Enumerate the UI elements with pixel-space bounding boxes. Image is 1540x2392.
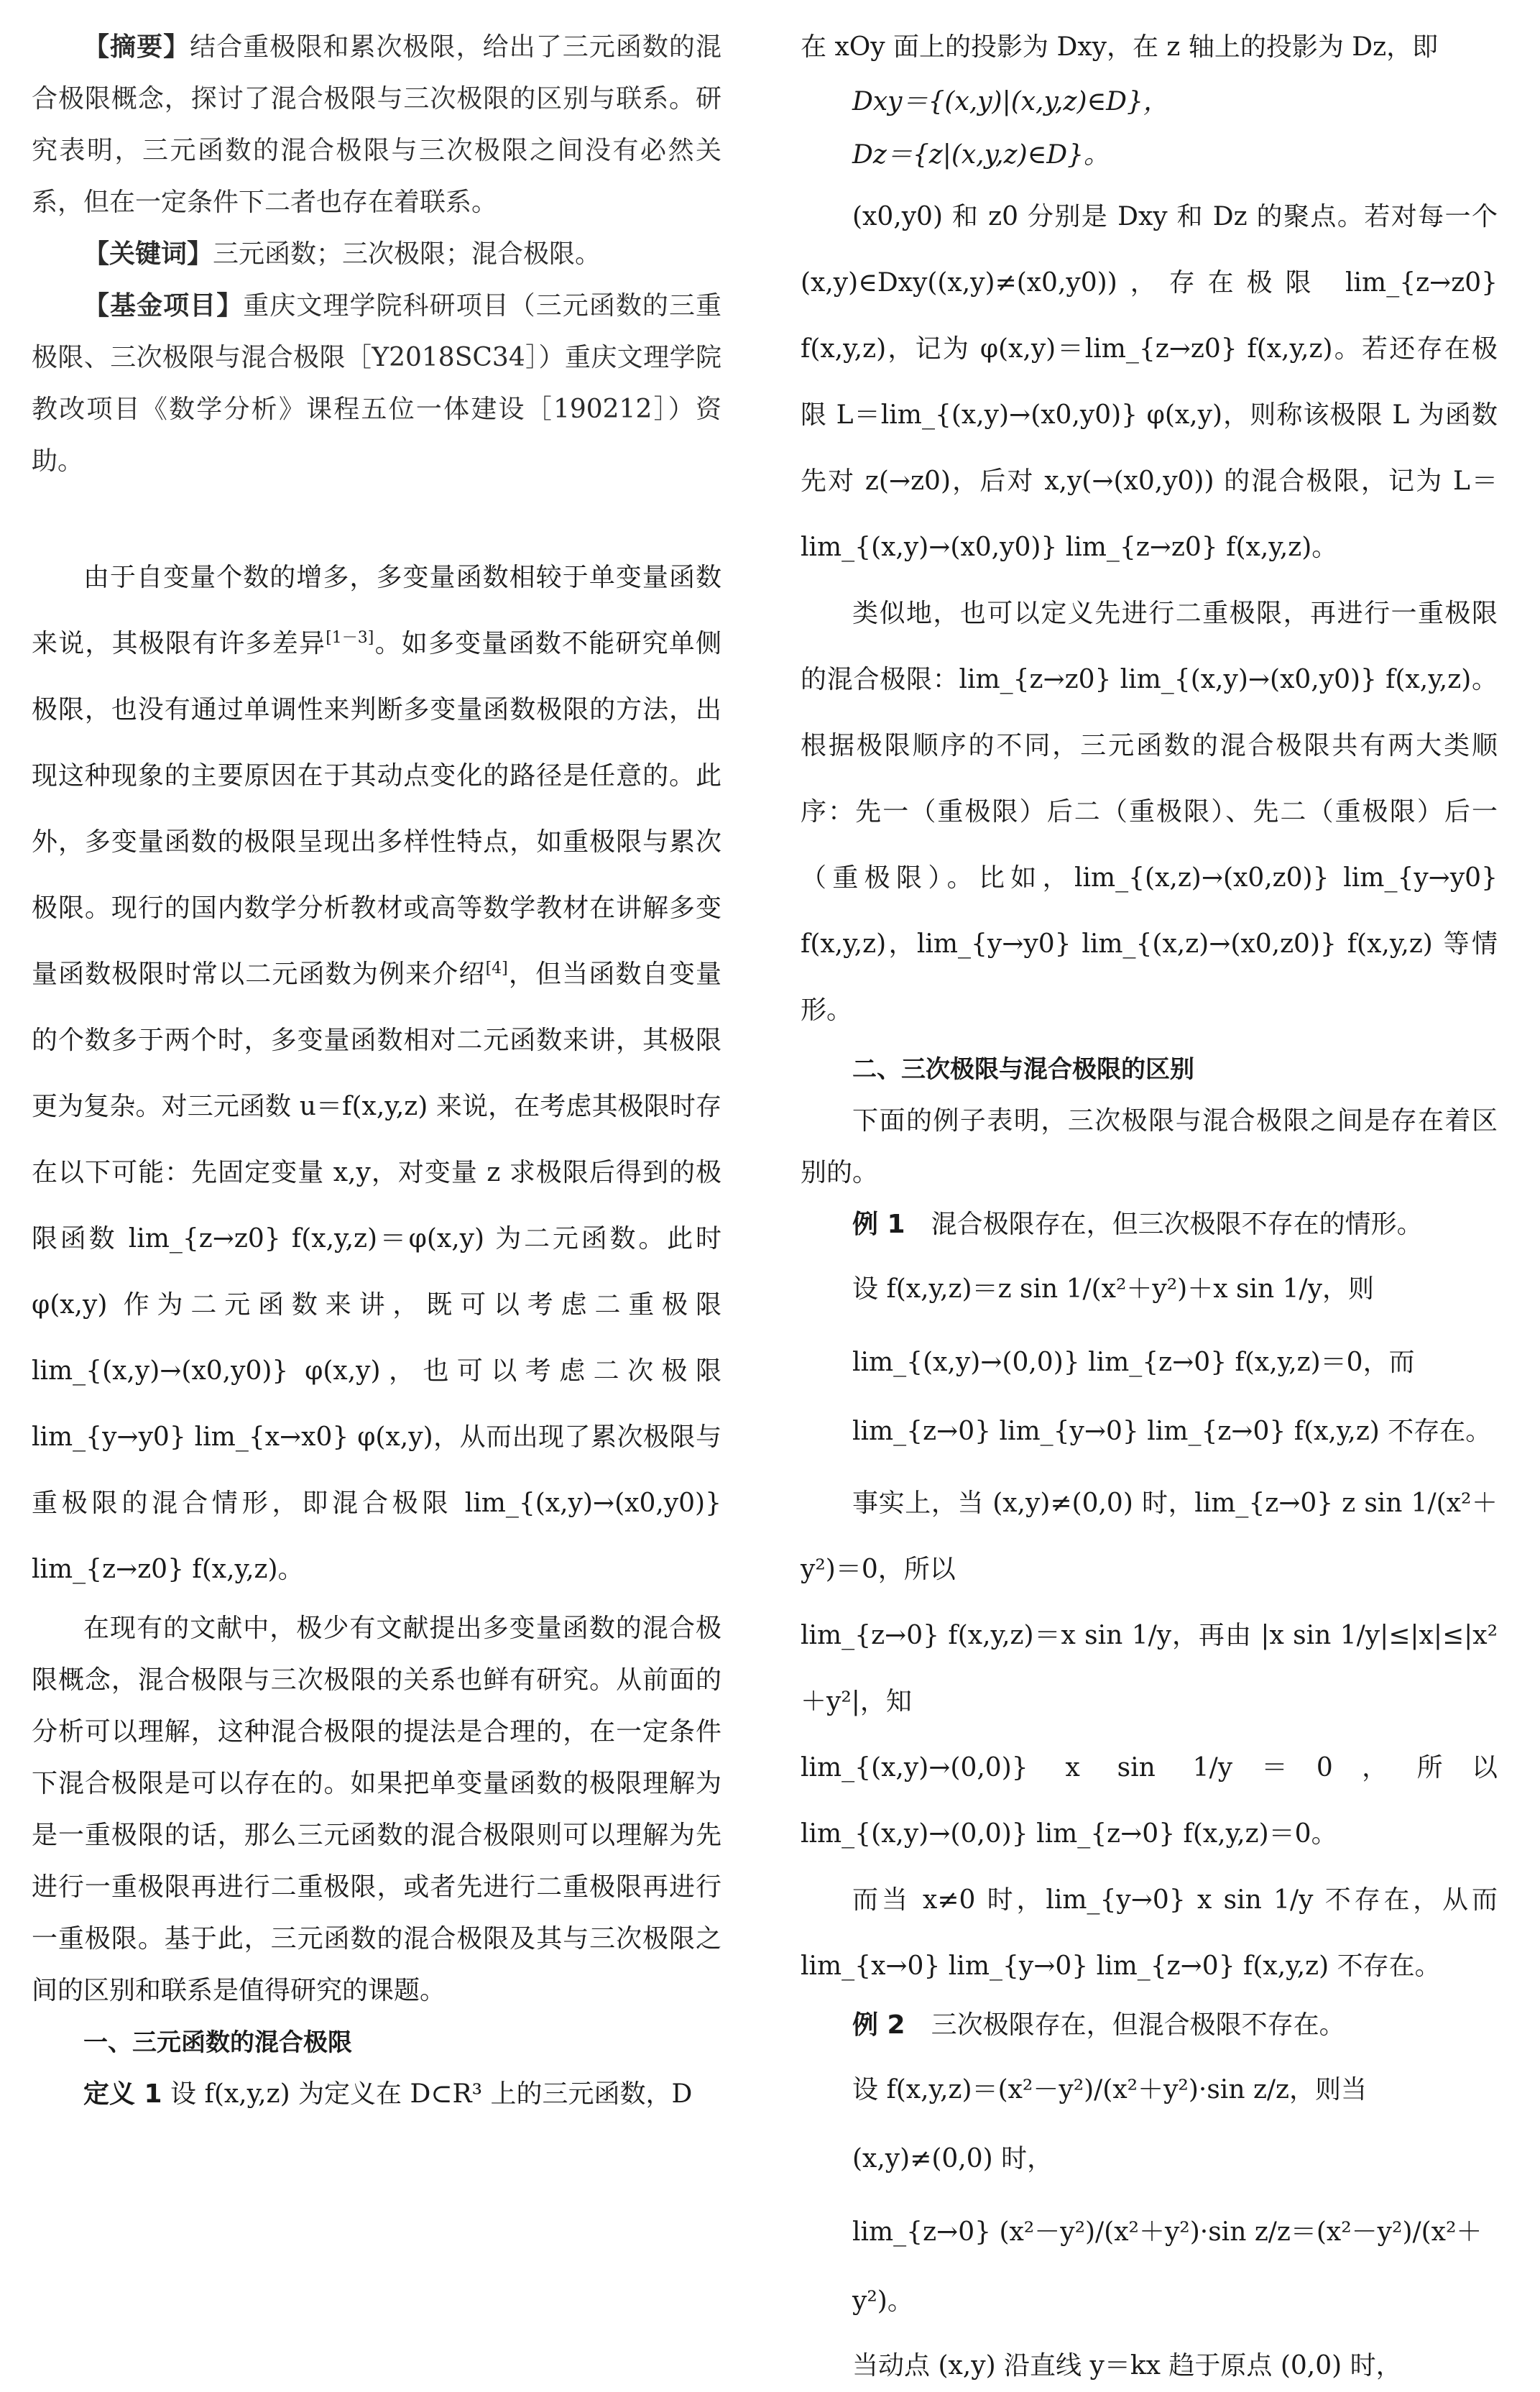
example-1-proof-d: 而当 x≠0 时，lim_{y→0} x sin 1/y 不存在，从而 lim_{x→0} lim_{y→0} lim_{z→0} f(x,y,z) 不存在。 bbox=[801, 1885, 1498, 1981]
right-column bbox=[801, 22, 1498, 2380]
abstract-label: 【摘要】 bbox=[83, 32, 190, 62]
abstract bbox=[32, 22, 721, 229]
intro-text-b: 。如多变量函数不能研究单侧极限，也没有通过单调性来判断多变量函数极限的方法，出现这种现象的主要原因在于其动点变化的路径是任意的。此外，多变量函数的极限呈现出多样性特点，如重极限与累次极限。现行的国内数学分析教材或高等数学教材在讲解多变量函数极限时常以二元函数为例来介绍 bbox=[32, 629, 721, 989]
definition-1-label: 定义 1 bbox=[83, 2079, 162, 2109]
left-column bbox=[32, 22, 721, 2109]
definition-continued: (x0,y0) 和 z0 分别是 Dxy 和 Dz 的聚点。若对每一个 (x,y)∈Dxy((x,y)≠(x0,y0))，存在极限 lim_{z→z0} f(x,y,z)，记为 φ(x,y)＝lim_{z→z0} f(x,y,z)。若还存在极限 L＝lim_{(x,y)→(x0,y0)} φ(x,y)，则称该极限 L 为函数先对 z(→z0)，后对 x,y(→(x0,y0)) 的混合极限，记为 L＝lim_{(x,y)→(x0,y0)} lim_{z→z0} f(x,y,z)。 bbox=[801, 202, 1498, 562]
example-2-label: 例 2 bbox=[852, 2010, 905, 2040]
abstract-text: 结合重极限和累次极限，给出了三元函数的混合极限概念，探讨了混合极限与三次极限的区别与联系。研究表明，三元函数的混合极限与三次极限之间没有必然关系，但在一定条件下二者也存在着联系。 bbox=[32, 32, 721, 217]
formula-dxy: Dxy＝{(x,y)|(x,y,z)∈D}， bbox=[852, 87, 1169, 116]
citation-4: [4] bbox=[485, 960, 508, 978]
keywords bbox=[32, 229, 721, 280]
motivation-paragraph: 在现有的文献中，极少有文献提出多变量函数的混合极限概念，混合极限与三次极限的关系也鲜有研究。从前面的分析可以理解，这种混合极限的提法是合理的，在一定条件下混合极限是可以存在的。如果把单变量函数的极限理解为是一重极限的话，那么三元函数的混合极限则可以理解为先进行一重极限再进行二重极限，或者先进行二重极限再进行一重极限。基于此，三元函数的混合极限及其与三次极限之间的区别和联系是值得研究的课题。 bbox=[32, 1614, 721, 2005]
example-2-limit: lim_{z→0} (x²－y²)/(x²＋y²)·sin z/z＝(x²－y²)/(x²＋y²)。 bbox=[852, 2217, 1483, 2316]
example-2-function: 设 f(x,y,z)＝(x²－y²)/(x²＋y²)·sin z/z，则当 (x,y)≠(0,0) 时， bbox=[852, 2075, 1368, 2174]
fund bbox=[32, 280, 721, 487]
projection-sentence: 在 xOy 面上的投影为 Dxy，在 z 轴上的投影为 Dz，即 bbox=[801, 32, 1439, 62]
section-heading-1: 一、三元函数的混合极限 bbox=[83, 2028, 352, 2057]
citation-1-3: [1－3] bbox=[326, 629, 374, 647]
example-1-text: 混合极限存在，但三次极限不存在的情形。 bbox=[931, 1210, 1423, 1239]
keywords-label: 【关键词】 bbox=[83, 239, 213, 269]
intro-text-c: ，但当函数自变量的个数多于两个时，多变量函数相对二元函数来讲，其极限更为复杂。对三元函数 u＝f(x,y,z) 来说，在考虑其极限时存在以下可能：先固定变量 x,y，对变量 z 求极限后得到的极限函数 lim_{z→z0} f(x,y,z)＝φ(x,y) 为二元函数。此时 φ(x,y) 作为二元函数来讲，既可以考虑二重极限 lim_{(x,y)→(x0,y0)} φ(x,y)，也可以考虑二次极限 lim_{y→y0} lim_{x→x0} φ(x,y)，从而出现了累次极限与重极限的混合情形，即混合极限 lim_{(x,y)→(x0,y0)} lim_{z→z0} f(x,y,z)。 bbox=[32, 960, 721, 1584]
example-1-proof-c: lim_{(x,y)→(0,0)} x sin 1/y＝0，所以 lim_{(x,y)→(0,0)} lim_{z→0} f(x,y,z)＝0。 bbox=[801, 1753, 1498, 1849]
definition-1 bbox=[32, 2069, 721, 2120]
example-2 bbox=[801, 2000, 1498, 2051]
intro-paragraph bbox=[32, 545, 721, 1603]
keywords-text: 三元函数；三次极限；混合极限。 bbox=[213, 239, 601, 269]
fund-text: 重庆文理学院科研项目（三元函数的三重极限、三次极限与混合极限［Y2018SC34］）重庆文理学院教改项目《数学分析》课程五位一体建设［190212］）资助。 bbox=[32, 291, 721, 476]
example-1-proof-a: 事实上，当 (x,y)≠(0,0) 时，lim_{z→0} z sin 1/(x²＋y²)＝0，所以 bbox=[801, 1489, 1498, 1584]
example-1-label: 例 1 bbox=[852, 1210, 905, 1239]
section-heading-2: 二、三次极限与混合极限的区别 bbox=[852, 1055, 1194, 1084]
section-2-intro: 下面的例子表明，三次极限与混合极限之间是存在着区别的。 bbox=[801, 1106, 1498, 1187]
example-1 bbox=[801, 1199, 1498, 1251]
example-1-proof-b: lim_{z→0} f(x,y,z)＝x sin 1/y，再由 |x sin 1/y|≤|x|≤|x²＋y²|，知 bbox=[801, 1621, 1498, 1716]
intro-text-a: 由于自变量个数的增多，多变量函数相较于单变量函数来说，其极限有许多差异 bbox=[32, 563, 721, 658]
front-matter bbox=[32, 22, 721, 487]
example-1-function: 设 f(x,y,z)＝z sin 1/(x²＋y²)＋x sin 1/y，则 bbox=[852, 1274, 1374, 1304]
example-2-text: 三次极限存在，但混合极限不存在。 bbox=[931, 2010, 1345, 2040]
example-2-path: 当动点 (x,y) 沿直线 y＝kx 趋于原点 (0,0) 时， bbox=[852, 2351, 1402, 2380]
fund-label: 【基金项目】 bbox=[83, 291, 244, 321]
example-1-claim: lim_{(x,y)→(0,0)} lim_{z→0} f(x,y,z)＝0，而 lim_{z→0} lim_{y→0} lim_{z→0} f(x,y,z) 不存在。 bbox=[852, 1348, 1492, 1446]
definition-1-text: 设 f(x,y,z) 为定义在 D⊂R³ 上的三元函数，D bbox=[170, 2079, 693, 2109]
similar-definition: 类似地，也可以定义先进行二重极限，再进行一重极限的混合极限：lim_{z→z0} lim_{(x,y)→(x0,y0)} f(x,y,z)。根据极限顺序的不同，三元函数的混合极限共有两大类顺序：先一（重极限）后二（重极限）、先二（重极限）后一（重极限）。比如，lim_{(x,z)→(x0,z0)} lim_{y→y0} f(x,y,z)，lim_{y→y0} lim_{(x,z)→(x0,z0)} f(x,y,z) 等情形。 bbox=[801, 599, 1498, 1025]
formula-dz: Dz＝{z|(x,y,z)∈D}。 bbox=[852, 140, 1110, 170]
